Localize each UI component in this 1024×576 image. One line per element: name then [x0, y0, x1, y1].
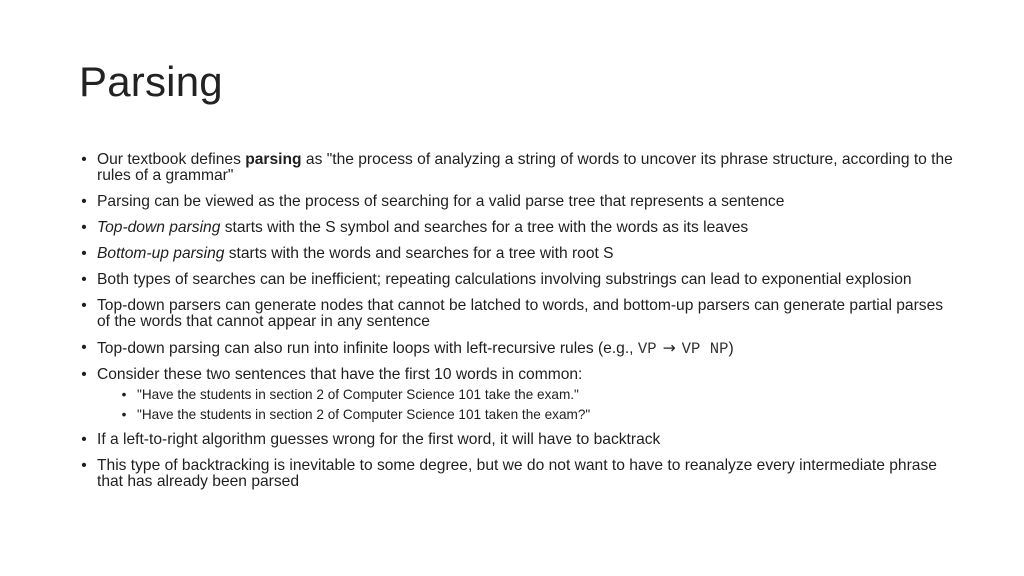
sub-bullet-list: [115, 387, 955, 422]
bullet-item-reanalyze: [75, 458, 955, 490]
bullet-icon: •: [81, 193, 87, 210]
bullet-text: Top-down parsers can generate nodes that cannot be latched to words, and bottom-up parsers can generate partial parses of the words that cannot appear in any sentence: [97, 297, 944, 330]
bullet-icon: •: [121, 387, 127, 402]
bullet-text: Consider these two sentences that have the first 10 words in common:: [97, 366, 583, 383]
bullet-text: Parsing can be viewed as the process of searching for a valid parse tree that represents a sentence: [97, 193, 785, 210]
arrow-right-icon: →: [662, 339, 676, 357]
bullet-icon: •: [81, 245, 87, 262]
bullet-item-top-down: [75, 220, 955, 236]
slide-content: [75, 152, 955, 500]
bullet-icon: •: [81, 339, 87, 356]
bullet-item-unlatched-nodes: [75, 298, 955, 330]
bullet-icon: •: [81, 431, 87, 448]
sub-bullet-item: [115, 407, 955, 422]
bullet-text: Both types of searches can be inefficient; repeating calculations involving substrings can lead to exponential explosion: [97, 271, 912, 288]
bullet-item-left-recursion: [75, 340, 955, 357]
slide-title: Parsing: [79, 58, 223, 105]
bullet-icon: •: [81, 151, 87, 168]
bullet-text: This type of backtracking is inevitable to some degree, but we do not want to have to reanalyze every intermediate phrase that has already been parsed: [97, 457, 937, 490]
sub-bullet-item: [115, 387, 955, 402]
bullet-icon: •: [81, 297, 87, 314]
bullet-item-two-sentences: [75, 367, 955, 422]
italic-term-bottom-up: Bottom-up parsing: [97, 245, 225, 262]
bullet-icon: •: [81, 457, 87, 474]
bullet-icon: •: [81, 219, 87, 236]
sub-bullet-text: "Have the students in section 2 of Computer Science 101 taken the exam?": [137, 407, 591, 422]
text-run: as "the process of analyzing a string of words to uncover its phrase structure, according to the rules of a grammar": [97, 151, 953, 184]
bullet-item-search-view: [75, 194, 955, 210]
code-vp-np: VP NP: [681, 340, 729, 358]
code-vp: VP: [637, 340, 657, 358]
text-run: Top-down parsing can also run into infinite loops with left-recursive rules (e.g.,: [97, 340, 638, 357]
bullet-list: [75, 152, 955, 490]
bullet-item-backtrack: [75, 432, 955, 448]
bullet-item-parsing-definition: [75, 152, 955, 184]
bullet-icon: •: [81, 366, 87, 383]
bullet-text: If a left-to-right algorithm guesses wrong for the first word, it will have to backtrack: [97, 431, 661, 448]
text-run: ): [728, 340, 734, 357]
text-run: Our textbook defines: [97, 151, 246, 168]
text-run: starts with the words and searches for a tree with root S: [224, 245, 614, 262]
bullet-icon: •: [81, 271, 87, 288]
text-run: starts with the S symbol and searches for a tree with the words as its leaves: [220, 219, 749, 236]
bullet-icon: •: [121, 407, 127, 422]
bold-term-parsing: parsing: [245, 151, 302, 168]
sub-bullet-text: "Have the students in section 2 of Computer Science 101 take the exam.": [137, 387, 579, 402]
bullet-item-inefficiency: [75, 272, 955, 288]
italic-term-top-down: Top-down parsing: [97, 219, 221, 236]
bullet-item-bottom-up: [75, 246, 955, 262]
